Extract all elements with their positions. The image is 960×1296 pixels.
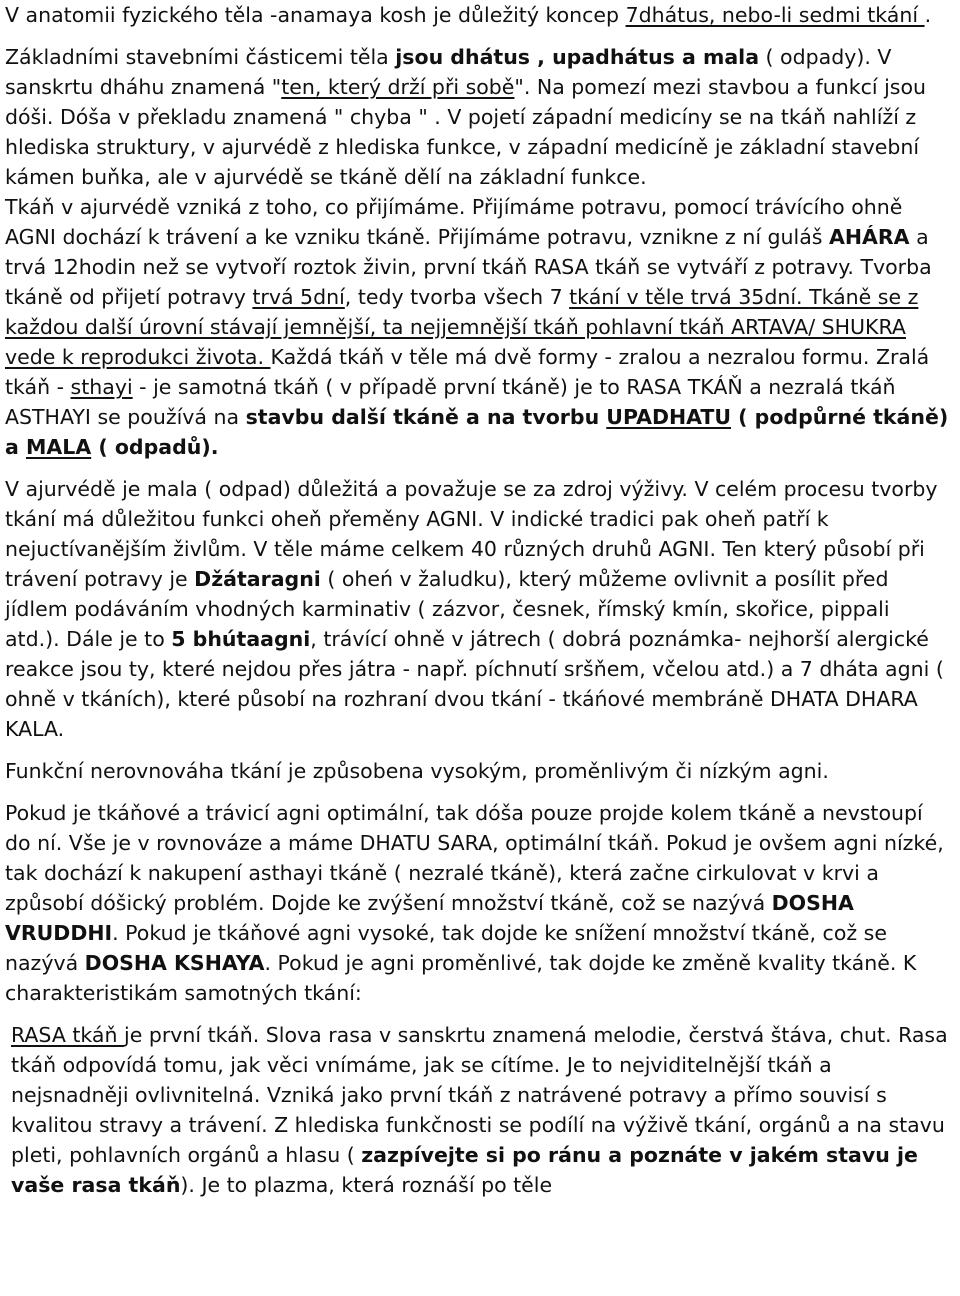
text-run: Funkční nerovnováha tkání je způsobena vysokým, proměnlivým či nízkým agni. [5, 759, 829, 783]
text-run: V anatomii fyzického těla -anamaya kosh je důležitý koncep [5, 3, 626, 27]
text-run: V ajurvédě je mala ( odpad) důležitá a považuje se za zdroj výživy. V celém procesu tvorby tkání má důležitou funkci oheň přeměny AGNI. V indické tradici pak oheň patří k nejuctívanějším živlům. V těle máme celkem 40 různých druhů AGNI. Ten který působí při trávení potravy je [5, 477, 938, 591]
text-run: DOSHA KSHAYA [84, 951, 265, 975]
text-run: ten, který drží při sobě [281, 75, 515, 99]
text-run: RASA tkáň [11, 1023, 124, 1047]
text-run: MALA [25, 435, 92, 459]
text-run: sthayi [70, 375, 133, 399]
text-run: ". Na pomezí mezi stavbou a funkcí jsou dóši. Dóša v překladu znamená " chyba " . V pojetí západní medicíny se na tkáň nahlíží z hlediska struktury, v ajurvédě z hlediska funkce, v západní medicíně je základní stavební kámen buňka, ale v ajurvédě se tkáně dělí na základní funkce. [5, 75, 926, 189]
text-run: UPADHATU [606, 405, 732, 429]
rasa-paragraph [5, 1020, 950, 1200]
text-run: , trávící ohně v játrech ( dobrá poznámka- nejhorší alergické reakce jsou ty, které nejdou přes játra - např. píchnutí sršňem, včelou atd.) a 7 dháta agni ( ohně v tkáních), které působí na rozhraní dvou tkání - tkáńové membráně DHATA DHARA KALA. [5, 627, 944, 741]
text-run: ). Je to plazma, která roznáší po těle [180, 1173, 553, 1197]
text-run: stavbu další tkáně a na tvorbu [245, 405, 607, 429]
text-run: 5 bhútaagni [171, 627, 311, 651]
text-run: tkání v těle trvá 35dní. [569, 285, 810, 309]
body-paragraph [5, 42, 950, 192]
body-paragraph [5, 756, 950, 786]
text-run: ( podpůrné tkáně) a [5, 405, 949, 459]
text-run: je první tkáň. Slova rasa v sanskrtu znamená melodie, čerstvá štáva, chut. Rasa tkáň odpovídá tomu, jak věci vnímáme, jak se cítíme. Je to nejviditelnější tkáň a nejsnadněji ovlivnitelná. Vzniká jako první tkáň z natrávené potravy a přímo souvisí s kvalitou stravy a trávení. Z hlediska funkčnosti se podílí na výživě tkání, orgánů a na stavu pleti, pohlavních orgánů a hlasu ( [11, 1023, 948, 1167]
text-run: ( odpadů). [91, 435, 219, 459]
body-paragraph [5, 474, 950, 744]
text-run: . Pokud je agni proměnlivé, tak dojde ke změně kvality tkáně. K charakteristikám samotných tkání: [5, 951, 917, 1005]
text-run: Pokud je tkáňové a trávicí agni optimální, tak dóša pouze projde kolem tkáně a nevstoupí do ní. Vše je v rovnováze a máme DHATU SARA, optimální tkáň. Pokud je ovšem agni nízké, tak dochází k nakupení asthayi tkáně ( nezralé tkáně), která začne cirkulovat v krvi a způsobí dóšický problém. Dojde ke zvýšení množství tkáně, což se nazývá [5, 801, 944, 915]
text-run: AHÁRA [829, 225, 910, 249]
text-run: Každá tkáň v těle má dvě formy - zralou a nezralou formu. Zralá tkáň - [5, 345, 930, 399]
text-run: Tkáň v ajurvédě vzniká z toho, co přijímáme. Přijímáme potravu, pomocí trávícího ohně AGNI dochází k trávení a ke vzniku tkáně. Přijímáme potravu, vznikne z ní guláš [5, 195, 903, 249]
body-paragraph [5, 192, 950, 462]
text-run: trvá 5dní [252, 285, 345, 309]
text-run: ( odpady). V sanskrtu dháhu znamená " [5, 45, 892, 99]
text-run: . [924, 3, 932, 27]
text-run: . Pokud je tkáňové agni vysoké, tak dojde ke snížení množství tkáně, což se nazývá [5, 921, 887, 975]
text-run: Základními stavebními částicemi těla [5, 45, 396, 69]
text-run: a trvá 12hodin než se vytvoří roztok živin, první tkáň RASA tkáň se vytváří z potravy. Tvorba tkáně od přijetí potravy [5, 225, 932, 309]
text-run: Tkáně se z každou další úrovní stávají jemnější, ta nejjemnější tkáň pohlavní tkáň ARTAVA/ SHUKRA vede k reprodukci života. [5, 285, 919, 369]
text-run: zazpívejte si po ránu a poznáte v jakém stavu je vaše rasa tkáň [11, 1143, 918, 1197]
text-run: ( oheń v žaludku), který můžeme ovlivnit a posílit před jídlem podáváním vhodných karminativ ( zázvor, česnek, římský kmín, skořice, pippali atd.). Dále je to [5, 567, 890, 651]
text-run: , tedy tvorba všech 7 [344, 285, 570, 309]
text-run: - je samotná tkáň ( v případě první tkáně) je to RASA TKÁŇ a nezralá tkáň ASTHAYI se používá na [5, 375, 896, 429]
body-paragraph [5, 798, 950, 1008]
text-run: 7dhátus, nebo-li sedmi tkání [625, 3, 925, 27]
text-run: Džátaragni [194, 567, 321, 591]
text-run: jsou dhátus , upadhátus a mala [395, 45, 760, 69]
intro-paragraph [5, 0, 950, 30]
text-run: DOSHA VRUDDHI [5, 891, 854, 945]
